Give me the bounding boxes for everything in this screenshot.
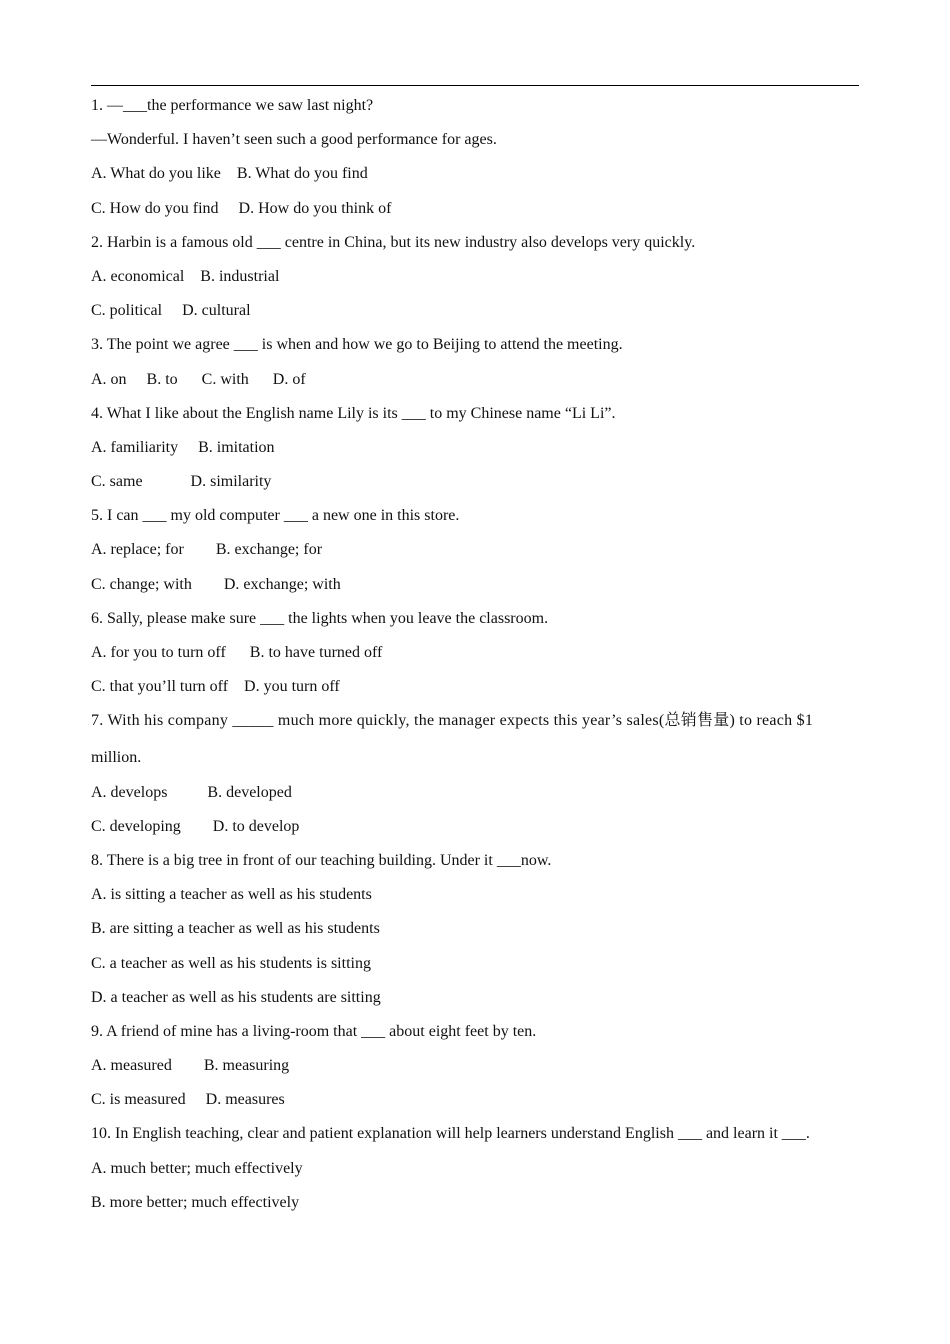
q4-options-cd: C. same D. similarity	[91, 473, 272, 491]
q10-option-b: B. more better; much effectively	[91, 1193, 300, 1211]
q4-stem: 4. What I like about the English name Lily is its ___ to my Chinese name “Li Li”.	[91, 404, 616, 422]
q8-option-b: B. are sitting a teacher as well as his students	[91, 920, 380, 938]
q9-stem: 9. A friend of mine has a living-room that ___ about eight feet by ten.	[91, 1022, 537, 1040]
q6-options-cd: C. that you’ll turn off D. you turn off	[91, 678, 340, 696]
q9-options-ab: A. measured B. measuring	[91, 1057, 290, 1075]
q2-options-ab: A. economical B. industrial	[91, 267, 280, 285]
q1-stem: 1. —___the performance we saw last night?	[91, 97, 374, 114]
q8-option-c: C. a teacher as well as his students is sitting	[91, 954, 371, 972]
q6-stem: 6. Sally, please make sure ___ the lights when you leave the classroom.	[91, 609, 549, 627]
q7-options-ab: A. develops B. developed	[91, 783, 292, 801]
q9-options-cd: C. is measured D. measures	[91, 1091, 285, 1109]
q8-option-a: A. is sitting a teacher as well as his students	[91, 886, 372, 904]
q2-stem: 2. Harbin is a famous old ___ centre in China, but its new industry also develops very quickly.	[91, 233, 696, 251]
q5-stem: 5. I can ___ my old computer ___ a new one in this store.	[91, 507, 460, 525]
q8-stem: 8. There is a big tree in front of our teaching building. Under it ___now.	[91, 851, 552, 869]
q6-options-ab: A. for you to turn off B. to have turned off	[91, 644, 383, 661]
header-rule	[91, 85, 859, 86]
q10-option-a: A. much better; much effectively	[91, 1159, 303, 1177]
q2-options-cd: C. political D. cultural	[91, 302, 251, 320]
q7-options-cd: C. developing D. to develop	[91, 817, 300, 835]
q3-stem: 3. The point we agree ___ is when and how we go to Beijing to attend the meeting.	[91, 336, 623, 354]
q1-options-ab: A. What do you like B. What do you find	[91, 165, 368, 183]
q10-stem: 10. In English teaching, clear and patient explanation will help learners understand English ___ and learn it ___.	[91, 1125, 810, 1143]
q7-stem: 7. With his company _____ much more quickly, the manager expects this year’s sales(总销售量) to reach $1	[91, 712, 814, 730]
q3-options: A. on B. to C. with D. of	[91, 370, 306, 388]
q1-response: —Wonderful. I haven’t seen such a good performance for ages.	[91, 131, 497, 149]
q7-stem-continued: million.	[91, 749, 142, 767]
q8-option-d: D. a teacher as well as his students are sitting	[91, 988, 381, 1006]
q5-options-cd: C. change; with D. exchange; with	[91, 575, 341, 593]
question-list	[91, 96, 859, 1227]
q5-options-ab: A. replace; for B. exchange; for	[91, 541, 323, 559]
q4-options-ab: A. familiarity B. imitation	[91, 438, 275, 456]
q1-options-cd: C. How do you find D. How do you think of	[91, 199, 392, 217]
